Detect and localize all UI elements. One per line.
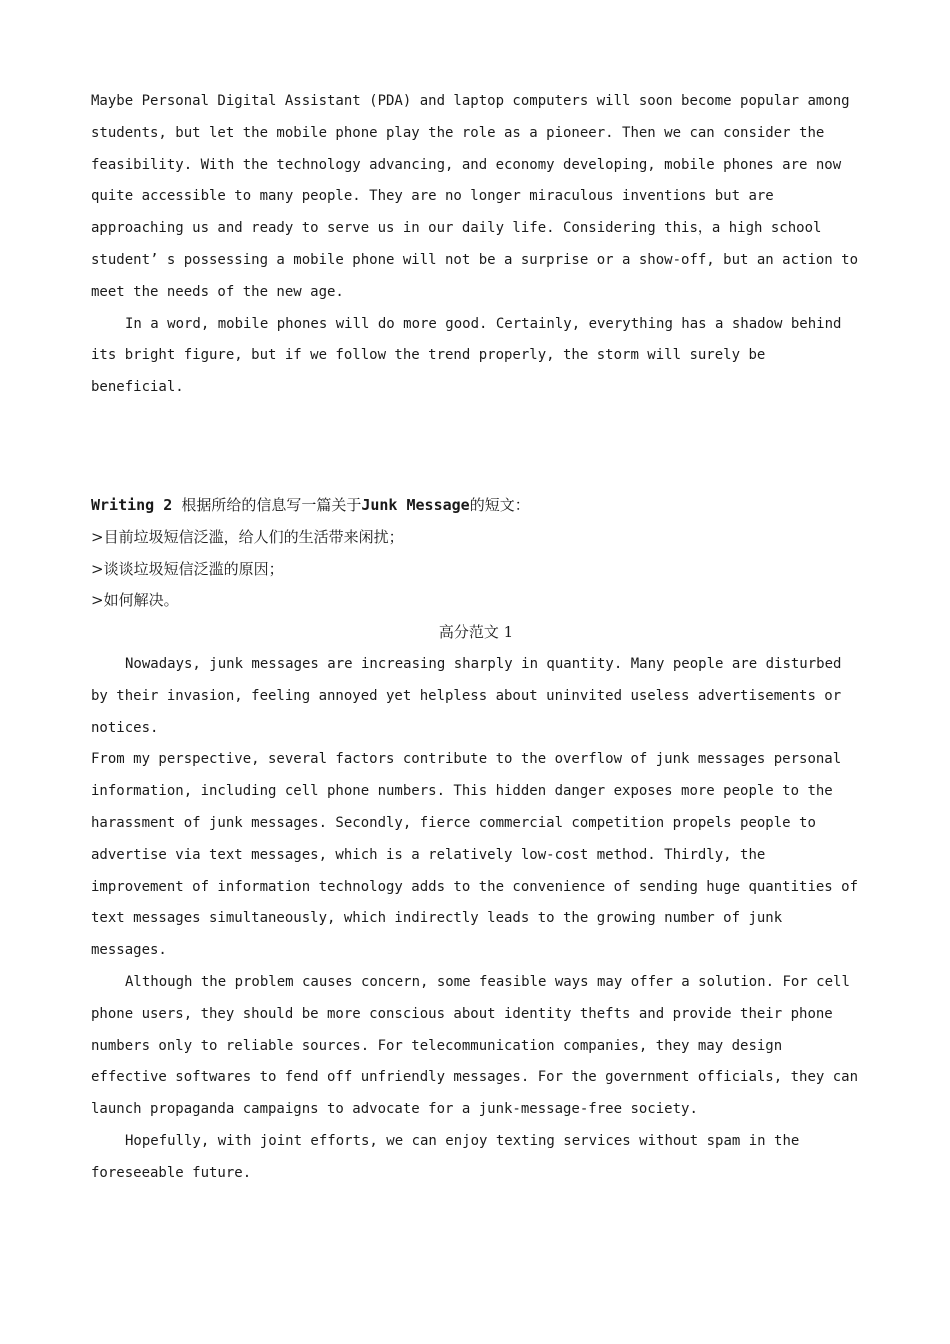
text-line: advertise via text messages, which is a relatively low-cost method. Thirdly, the <box>91 846 766 863</box>
text-line: Hopefully, with joint efforts, we can enjoy texting services without spam in the <box>125 1132 800 1149</box>
sample-essay-title: 高分范文 1 <box>438 623 514 642</box>
section-spacer <box>91 404 861 490</box>
task-topic: Junk Message <box>361 495 470 514</box>
sample-paragraph-4 <box>91 1126 861 1190</box>
text-line: text messages simultaneously, which indirectly leads to the growing number of junk <box>91 910 783 927</box>
text-line: students, but let the mobile phone play the role as a pioneer. Then we can consider the <box>91 124 825 141</box>
text-line: approaching us and ready to serve us in our daily life. Considering this，a high school <box>91 220 822 237</box>
text-line: Although the problem causes concern, some feasible ways may offer a solution. For cell <box>125 973 850 990</box>
text-line: numbers only to reliable sources. For telecommunication companies, they may design <box>91 1037 783 1054</box>
essay-continuation <box>91 86 861 309</box>
document-page <box>91 86 861 1190</box>
essay-conclusion <box>91 309 861 404</box>
text-line: student’ s possessing a mobile phone will not be a surprise or a show-off, but an action to <box>91 251 859 268</box>
text-line: its bright figure, but if we follow the trend properly, the storm will surely be <box>91 347 766 364</box>
task-heading <box>91 490 861 522</box>
text-line: information, including cell phone numbers. This hidden danger exposes more people to the <box>91 783 833 800</box>
sample-paragraph-3 <box>91 967 861 1126</box>
text-line: phone users, they should be more conscious about identity thefts and provide their phone <box>91 1005 833 1022</box>
text-line: improvement of information technology adds to the convenience of sending huge quantities of <box>91 878 859 895</box>
text-line: by their invasion, feeling annoyed yet helpless about uninvited useless advertisements or <box>91 687 842 704</box>
text-line: feasibility. With the technology advancing, and economy developing, mobile phones are now <box>91 156 842 173</box>
text-line: harassment of junk messages. Secondly, fierce commercial competition propels people to <box>91 814 816 831</box>
task-bullet: >谈谈垃圾短信泛滥的原因； <box>91 559 284 578</box>
writing-2-task <box>91 490 861 617</box>
task-prompt-a: 根据所给的信息写一篇关于 <box>181 495 362 514</box>
text-line: beneficial. <box>91 379 184 396</box>
text-line: Maybe Personal Digital Assistant (PDA) and laptop computers will soon become popular among <box>91 93 850 109</box>
task-prompt-c: 的短文： <box>469 495 530 514</box>
task-bullet: >目前垃圾短信泛滥，给人们的生活带来闲扰； <box>91 527 404 546</box>
text-line: In a word, mobile phones will do more good. Certainly, everything has a shadow behind <box>125 315 842 332</box>
text-line: meet the needs of the new age. <box>91 283 344 300</box>
task-bullet: >如何解决。 <box>91 591 179 610</box>
text-line: messages. <box>91 942 167 959</box>
sample-paragraph-2 <box>91 744 861 967</box>
text-line: foreseeable future. <box>91 1164 252 1181</box>
task-label: Writing 2 <box>91 495 173 514</box>
text-line: From my perspective, several factors contribute to the overflow of junk messages personal <box>91 751 842 768</box>
text-line: effective softwares to fend off unfriendly messages. For the government officials, they can <box>91 1069 859 1086</box>
text-line: launch propaganda campaigns to advocate for a junk-message-free society. <box>91 1101 698 1118</box>
sample-paragraph-1 <box>91 649 861 744</box>
text-line: Nowadays, junk messages are increasing sharply in quantity. Many people are disturbed <box>125 655 842 672</box>
text-line: quite accessible to many people. They are no longer miraculous inventions but are <box>91 188 774 205</box>
text-line: notices. <box>91 719 159 736</box>
